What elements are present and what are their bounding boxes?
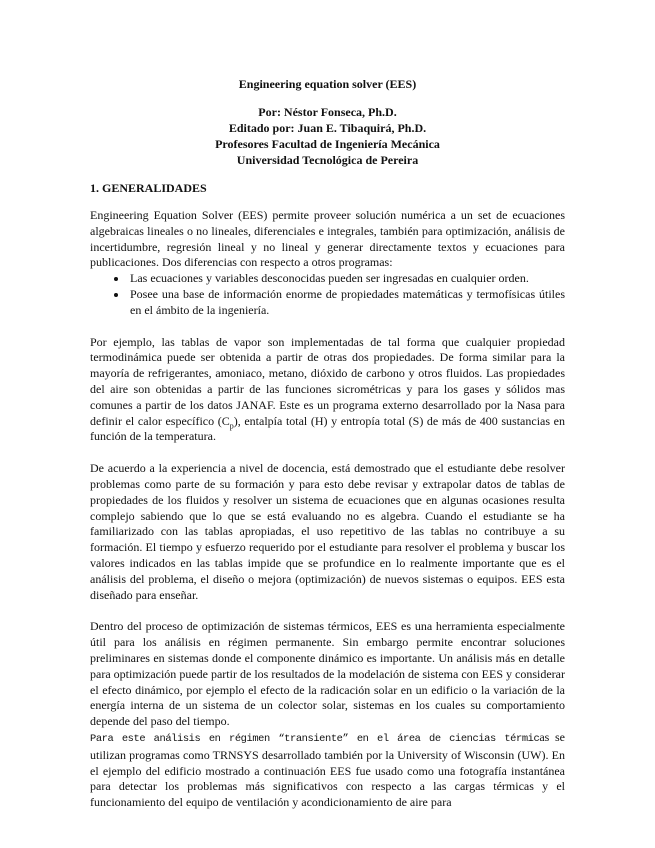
paragraph-optimization: Dentro del proceso de optimización de sistemas térmicos, EES es una herramienta especialmente útil para los análisis en régimen permanente. Sin embargo permite encontrar soluciones preliminares en sistemas donde el componente dinámico es importante. Un análisis más en detalle para optimización puede partir de los resultados de la modelación de sistema con EES y considerar el efecto dinámico, por ejemplo el efecto de la radicación solar en un edificio o la variación de la energía interna de un sistema de un colector solar, sistemas en los cuales su comportamiento depende del paso del tiempo. [90,619,565,729]
paragraph-teaching: De acuerdo a la experiencia a nivel de docencia, está demostrado que el estudiante debe resolver problemas como parte de su formación y para esto debe revisar y extrapolar datos de tablas de propiedades de los fluidos y resolver un sistema de ecuaciones que en algunas ocasiones resulta complejo sabiendo que lo que se está evaluando no es algebra. Cuando el estudiante se ha familiarizado con las tablas apropiadas, el uso repetitivo de las tablas no contribuye a su formación. El tiempo y esfuerzo requerido por el estudiante para resolver el problema y buscar los valores indicados en las tablas impide que se profundice en lo realmente importante que es el análisis del problema, el diseño o mejora (optimización) de nuevos sistemas o equipos. EES esta diseñado para enseñar. [90,461,565,602]
paragraph-properties-text-a: Por ejemplo, las tablas de vapor son implementadas de tal forma que cualquier propiedad termodinámica puede ser obtenida a partir de otras dos propiedades. De forma similar para la mayoría de refrigerantes, amoniaco, metano, dióxido de carbono y otros fluidos. Las propiedades del aire son obtenidas a partir de las funciones sicrométricas y para los gases y sólidos mas comunes a partir de los datos JANAF. Este es un programa externo desarrollado por la Nasa para definir el calor específico (C [90,334,565,428]
subscript-p: p [229,420,234,430]
document-body [90,208,565,827]
paragraph-transient [90,730,565,811]
paragraph-transient-mono-text: Para este análisis en régimen “transiente” en el área de ciencias térmic [90,732,540,745]
paragraph-intro: Engineering Equation Solver (EES) permite proveer solución numérica a un set de ecuaciones algebraicas lineales o no lineales, diferenciales e integrales, también para optimización, análisis de incertidumbre, regresión lineal y no lineal y generar directamente textos y ecuaciones para publicaciones. Dos diferencias con respecto a otros programas: [90,208,565,270]
editor-line: Editado por: Juan E. Tibaquirá, Ph.D. [228,121,427,135]
document-title: Engineering equation solver (EES) [238,77,417,91]
section-title: 1. GENERALIDADES [90,181,207,195]
paragraph-transient-text: as se utilizan programas como TRNSYS desarrollado también por la University of Wisconsin (UW). En el ejemplo del edificio mostrado a continuación EES fue usado como una fotografía instantánea para detectar los problemas más significativos con respecto a las cargas térmicas y el funcionamiento del equipo de ventilación y acondicionamiento de aire para [90,729,565,810]
faculty-line: Profesores Facultad de Ingeniería Mecánica [215,137,440,151]
header-spacer [90,92,565,104]
bullet-item: • Las ecuaciones y variables desconocidas pueden ser ingresadas en cualquier orden. [128,271,565,287]
bullet-list [90,271,565,318]
document-header [90,76,565,168]
paragraph-properties [90,335,565,446]
author-line: Por: Néstor Fonseca, Ph.D. [258,105,397,119]
paragraph-properties-text-b: ), entalpía total (H) y entropía total (S) de más de 400 sustancias en función de la temperatura. [90,413,565,444]
university-line: Universidad Tecnológica de Pereira [236,153,419,167]
bullet-item: • Posee una base de información enorme de propiedades matemáticas y termofísicas útiles en el ámbito de la ingeniería. [128,287,565,319]
